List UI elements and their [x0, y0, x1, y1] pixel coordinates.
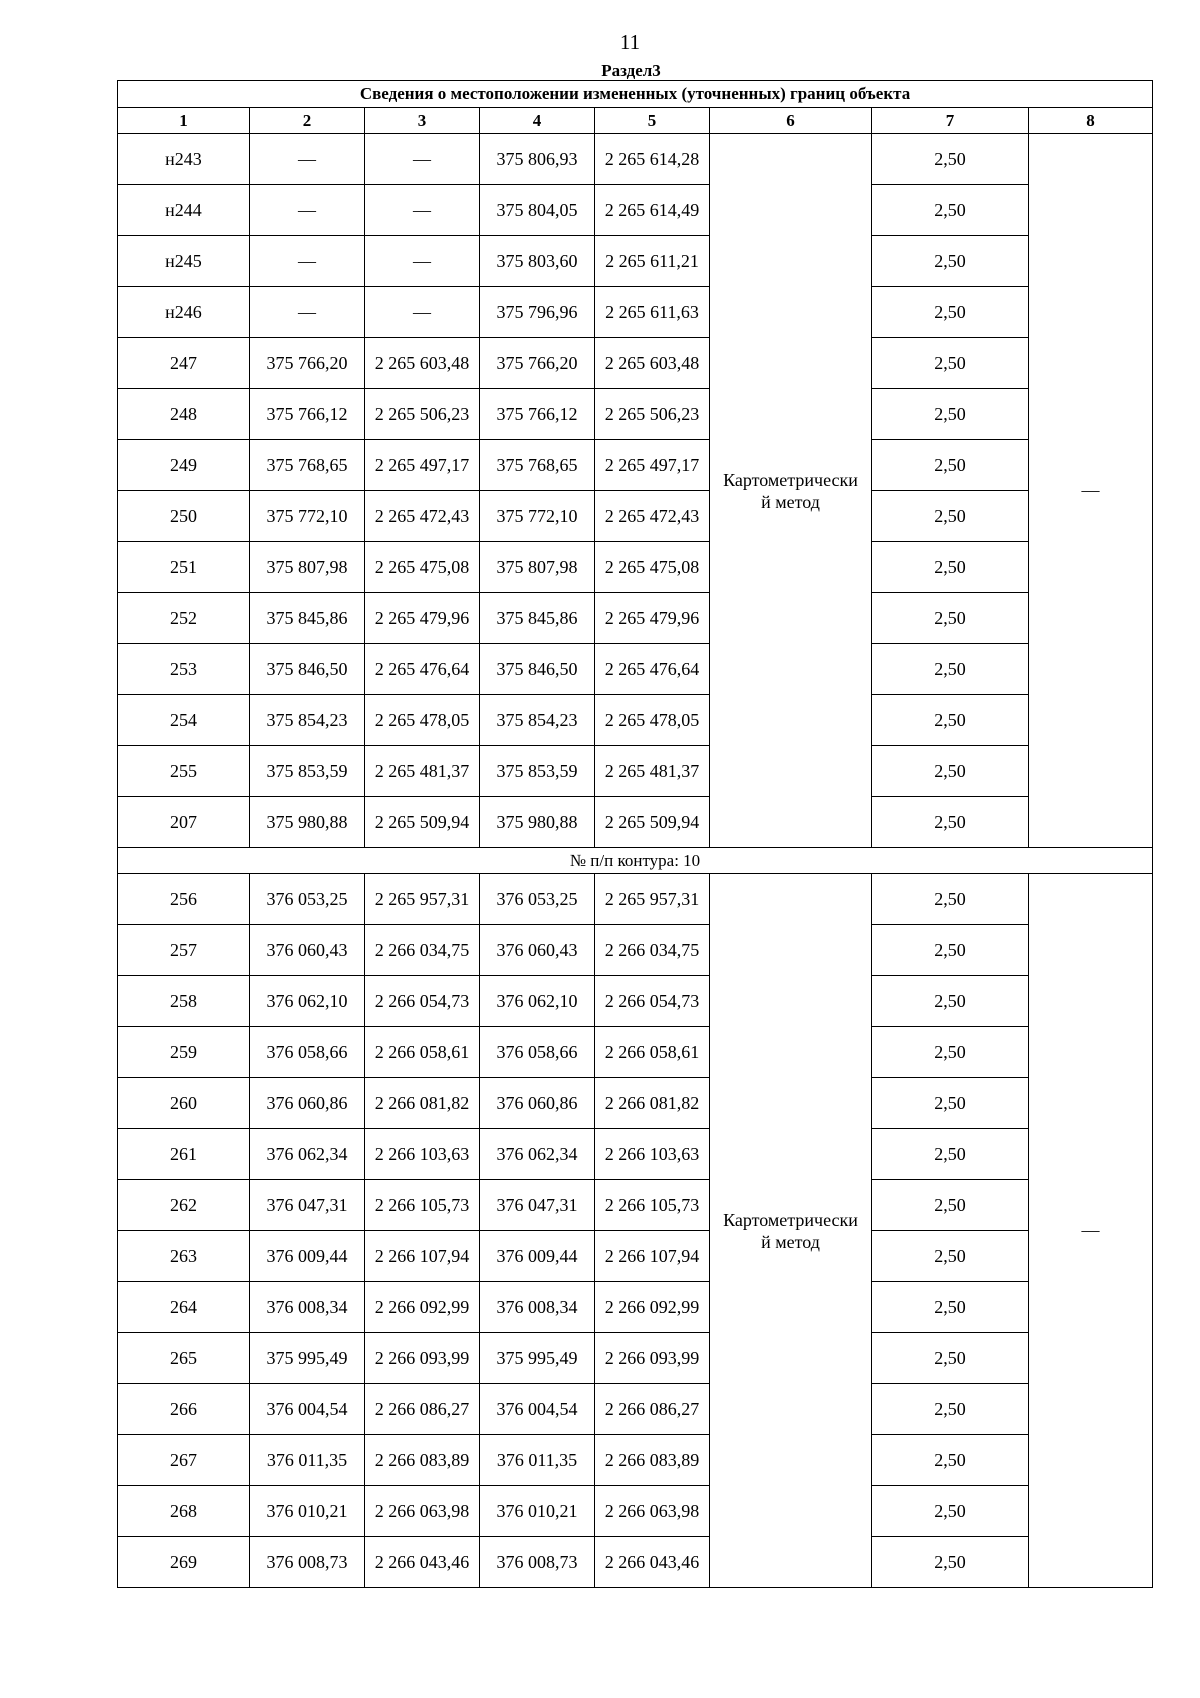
y-new-cell: 2 265 479,96	[595, 593, 710, 644]
x-new-cell: 376 008,34	[480, 1282, 595, 1333]
x-existing-cell: —	[250, 287, 365, 338]
y-existing-cell: 2 265 472,43	[365, 491, 480, 542]
table-row	[118, 338, 1153, 389]
precision-cell: 2,50	[872, 491, 1029, 542]
y-existing-cell: 2 266 092,99	[365, 1282, 480, 1333]
precision-cell: 2,50	[872, 695, 1029, 746]
x-existing-cell: 376 058,66	[250, 1027, 365, 1078]
table-row	[118, 593, 1153, 644]
table-row	[118, 1129, 1153, 1180]
column-number-5: 5	[595, 108, 710, 134]
y-new-cell: 2 266 107,94	[595, 1231, 710, 1282]
y-new-cell: 2 266 083,89	[595, 1435, 710, 1486]
point-id-cell: 254	[118, 695, 250, 746]
y-new-cell: 2 265 611,21	[595, 236, 710, 287]
x-new-cell: 376 008,73	[480, 1537, 595, 1588]
table-row	[118, 1384, 1153, 1435]
precision-cell: 2,50	[872, 542, 1029, 593]
y-existing-cell: 2 266 058,61	[365, 1027, 480, 1078]
y-new-cell: 2 266 093,99	[595, 1333, 710, 1384]
precision-cell: 2,50	[872, 185, 1029, 236]
x-existing-cell: 375 766,12	[250, 389, 365, 440]
x-existing-cell: 376 060,43	[250, 925, 365, 976]
y-new-cell: 2 265 476,64	[595, 644, 710, 695]
y-new-cell: 2 266 063,98	[595, 1486, 710, 1537]
table-row	[118, 797, 1153, 848]
column-number-6: 6	[710, 108, 872, 134]
point-id-cell: 250	[118, 491, 250, 542]
column-number-row	[118, 108, 1153, 134]
table-row	[118, 925, 1153, 976]
point-id-cell: 264	[118, 1282, 250, 1333]
y-existing-cell: 2 266 086,27	[365, 1384, 480, 1435]
column-number-8: 8	[1029, 108, 1153, 134]
x-new-cell: 375 980,88	[480, 797, 595, 848]
y-new-cell: 2 265 497,17	[595, 440, 710, 491]
x-existing-cell: —	[250, 134, 365, 185]
column-number-4: 4	[480, 108, 595, 134]
column-8-cell: —	[1029, 134, 1153, 848]
y-new-cell: 2 265 614,49	[595, 185, 710, 236]
y-new-cell: 2 266 086,27	[595, 1384, 710, 1435]
table-row	[118, 491, 1153, 542]
x-existing-cell: —	[250, 185, 365, 236]
table-row	[118, 695, 1153, 746]
point-id-cell: 256	[118, 874, 250, 925]
y-new-cell: 2 266 034,75	[595, 925, 710, 976]
table-caption: Сведения о местоположении измененных (уточненных) границ объекта	[118, 81, 1153, 108]
x-existing-cell: 376 010,21	[250, 1486, 365, 1537]
precision-cell: 2,50	[872, 644, 1029, 695]
table-row	[118, 542, 1153, 593]
precision-cell: 2,50	[872, 874, 1029, 925]
x-new-cell: 375 806,93	[480, 134, 595, 185]
precision-cell: 2,50	[872, 389, 1029, 440]
x-new-cell: 376 010,21	[480, 1486, 595, 1537]
point-id-cell: 251	[118, 542, 250, 593]
column-number-3: 3	[365, 108, 480, 134]
point-id-cell: 262	[118, 1180, 250, 1231]
point-id-cell: н246	[118, 287, 250, 338]
point-id-cell: н243	[118, 134, 250, 185]
table-row	[118, 287, 1153, 338]
table-row	[118, 134, 1153, 185]
table-body	[118, 134, 1153, 1588]
table-row	[118, 389, 1153, 440]
point-id-cell: 255	[118, 746, 250, 797]
y-existing-cell: 2 266 107,94	[365, 1231, 480, 1282]
precision-cell: 2,50	[872, 925, 1029, 976]
table-row	[118, 746, 1153, 797]
contour-row	[118, 848, 1153, 874]
table-row	[118, 236, 1153, 287]
x-new-cell: 376 053,25	[480, 874, 595, 925]
page-number: 11	[619, 30, 641, 54]
column-8-cell: —	[1029, 874, 1153, 1588]
x-new-cell: 376 062,34	[480, 1129, 595, 1180]
y-existing-cell: 2 265 497,17	[365, 440, 480, 491]
table-row	[118, 440, 1153, 491]
point-id-cell: 258	[118, 976, 250, 1027]
x-new-cell: 375 853,59	[480, 746, 595, 797]
y-existing-cell: 2 265 509,94	[365, 797, 480, 848]
precision-cell: 2,50	[872, 1282, 1029, 1333]
x-existing-cell: 376 004,54	[250, 1384, 365, 1435]
table-row	[118, 874, 1153, 925]
y-existing-cell: 2 265 481,37	[365, 746, 480, 797]
precision-cell: 2,50	[872, 287, 1029, 338]
y-existing-cell: 2 266 054,73	[365, 976, 480, 1027]
x-existing-cell: 376 011,35	[250, 1435, 365, 1486]
y-existing-cell: 2 266 105,73	[365, 1180, 480, 1231]
table-row	[118, 976, 1153, 1027]
y-new-cell: 2 266 043,46	[595, 1537, 710, 1588]
point-id-cell: 253	[118, 644, 250, 695]
x-new-cell: 375 803,60	[480, 236, 595, 287]
column-number-2: 2	[250, 108, 365, 134]
x-existing-cell: 376 062,10	[250, 976, 365, 1027]
precision-cell: 2,50	[872, 1180, 1029, 1231]
precision-cell: 2,50	[872, 1129, 1029, 1180]
precision-cell: 2,50	[872, 1537, 1029, 1588]
y-existing-cell: 2 265 478,05	[365, 695, 480, 746]
x-existing-cell: 376 060,86	[250, 1078, 365, 1129]
x-existing-cell: 375 845,86	[250, 593, 365, 644]
y-new-cell: 2 265 472,43	[595, 491, 710, 542]
point-id-cell: 269	[118, 1537, 250, 1588]
table-row	[118, 1231, 1153, 1282]
x-existing-cell: 375 772,10	[250, 491, 365, 542]
y-existing-cell: 2 266 034,75	[365, 925, 480, 976]
y-existing-cell: 2 265 957,31	[365, 874, 480, 925]
x-new-cell: 375 766,12	[480, 389, 595, 440]
x-new-cell: 376 011,35	[480, 1435, 595, 1486]
table-row	[118, 1027, 1153, 1078]
precision-cell: 2,50	[872, 338, 1029, 389]
x-new-cell: 375 772,10	[480, 491, 595, 542]
table-row	[118, 185, 1153, 236]
precision-cell: 2,50	[872, 1333, 1029, 1384]
y-new-cell: 2 265 611,63	[595, 287, 710, 338]
x-existing-cell: 376 053,25	[250, 874, 365, 925]
y-existing-cell: 2 266 063,98	[365, 1486, 480, 1537]
y-new-cell: 2 265 475,08	[595, 542, 710, 593]
x-existing-cell: 375 766,20	[250, 338, 365, 389]
x-existing-cell: 376 009,44	[250, 1231, 365, 1282]
point-id-cell: 263	[118, 1231, 250, 1282]
precision-cell: 2,50	[872, 236, 1029, 287]
x-existing-cell: 375 980,88	[250, 797, 365, 848]
x-new-cell: 375 807,98	[480, 542, 595, 593]
table-row	[118, 1282, 1153, 1333]
y-new-cell: 2 266 081,82	[595, 1078, 710, 1129]
table-row	[118, 1180, 1153, 1231]
y-existing-cell: 2 265 603,48	[365, 338, 480, 389]
y-existing-cell: 2 266 103,63	[365, 1129, 480, 1180]
point-id-cell: 259	[118, 1027, 250, 1078]
precision-cell: 2,50	[872, 797, 1029, 848]
point-id-cell: 257	[118, 925, 250, 976]
y-existing-cell: —	[365, 185, 480, 236]
boundary-coordinates-table	[117, 80, 1153, 1588]
table-row	[118, 644, 1153, 695]
y-existing-cell: 2 266 081,82	[365, 1078, 480, 1129]
precision-cell: 2,50	[872, 1027, 1029, 1078]
y-existing-cell: —	[365, 236, 480, 287]
x-existing-cell: 375 853,59	[250, 746, 365, 797]
precision-cell: 2,50	[872, 746, 1029, 797]
precision-cell: 2,50	[872, 1384, 1029, 1435]
point-id-cell: 266	[118, 1384, 250, 1435]
table-row	[118, 1078, 1153, 1129]
y-existing-cell: 2 265 506,23	[365, 389, 480, 440]
x-existing-cell: 376 062,34	[250, 1129, 365, 1180]
point-id-cell: 265	[118, 1333, 250, 1384]
point-id-cell: н245	[118, 236, 250, 287]
point-id-cell: 260	[118, 1078, 250, 1129]
precision-cell: 2,50	[872, 1231, 1029, 1282]
x-new-cell: 376 060,86	[480, 1078, 595, 1129]
point-id-cell: 247	[118, 338, 250, 389]
y-new-cell: 2 265 478,05	[595, 695, 710, 746]
x-new-cell: 375 766,20	[480, 338, 595, 389]
precision-cell: 2,50	[872, 593, 1029, 644]
x-new-cell: 375 796,96	[480, 287, 595, 338]
y-existing-cell: 2 265 476,64	[365, 644, 480, 695]
y-new-cell: 2 266 054,73	[595, 976, 710, 1027]
y-existing-cell: 2 266 093,99	[365, 1333, 480, 1384]
section-title: Раздел3	[601, 61, 661, 80]
x-new-cell: 376 058,66	[480, 1027, 595, 1078]
x-new-cell: 376 062,10	[480, 976, 595, 1027]
x-existing-cell: 375 807,98	[250, 542, 365, 593]
y-existing-cell: 2 265 479,96	[365, 593, 480, 644]
x-new-cell: 375 845,86	[480, 593, 595, 644]
y-new-cell: 2 265 957,31	[595, 874, 710, 925]
y-new-cell: 2 266 058,61	[595, 1027, 710, 1078]
point-id-cell: н244	[118, 185, 250, 236]
column-number-1: 1	[118, 108, 250, 134]
y-existing-cell: 2 266 043,46	[365, 1537, 480, 1588]
x-new-cell: 375 804,05	[480, 185, 595, 236]
x-new-cell: 376 060,43	[480, 925, 595, 976]
x-existing-cell: 375 995,49	[250, 1333, 365, 1384]
precision-cell: 2,50	[872, 1486, 1029, 1537]
y-existing-cell: 2 266 083,89	[365, 1435, 480, 1486]
y-new-cell: 2 266 103,63	[595, 1129, 710, 1180]
x-new-cell: 376 047,31	[480, 1180, 595, 1231]
x-existing-cell: 376 008,34	[250, 1282, 365, 1333]
precision-cell: 2,50	[872, 134, 1029, 185]
x-existing-cell: —	[250, 236, 365, 287]
table-row	[118, 1537, 1153, 1588]
y-new-cell: 2 265 481,37	[595, 746, 710, 797]
table-row	[118, 1333, 1153, 1384]
precision-cell: 2,50	[872, 440, 1029, 491]
x-new-cell: 375 768,65	[480, 440, 595, 491]
point-id-cell: 249	[118, 440, 250, 491]
x-new-cell: 376 004,54	[480, 1384, 595, 1435]
x-existing-cell: 375 768,65	[250, 440, 365, 491]
point-id-cell: 267	[118, 1435, 250, 1486]
x-new-cell: 375 846,50	[480, 644, 595, 695]
point-id-cell: 248	[118, 389, 250, 440]
y-new-cell: 2 265 509,94	[595, 797, 710, 848]
x-existing-cell: 375 854,23	[250, 695, 365, 746]
point-id-cell: 261	[118, 1129, 250, 1180]
contour-label: № п/п контура: 10	[118, 848, 1153, 874]
y-existing-cell: —	[365, 134, 480, 185]
column-number-7: 7	[872, 108, 1029, 134]
y-new-cell: 2 266 105,73	[595, 1180, 710, 1231]
precision-cell: 2,50	[872, 1435, 1029, 1486]
table-row	[118, 1435, 1153, 1486]
precision-cell: 2,50	[872, 1078, 1029, 1129]
y-new-cell: 2 265 603,48	[595, 338, 710, 389]
x-existing-cell: 375 846,50	[250, 644, 365, 695]
method-cell: Картометрически й метод	[710, 134, 872, 848]
table-row	[118, 1486, 1153, 1537]
point-id-cell: 268	[118, 1486, 250, 1537]
point-id-cell: 207	[118, 797, 250, 848]
y-new-cell: 2 266 092,99	[595, 1282, 710, 1333]
x-new-cell: 376 009,44	[480, 1231, 595, 1282]
x-new-cell: 375 995,49	[480, 1333, 595, 1384]
x-new-cell: 375 854,23	[480, 695, 595, 746]
x-existing-cell: 376 008,73	[250, 1537, 365, 1588]
precision-cell: 2,50	[872, 976, 1029, 1027]
point-id-cell: 252	[118, 593, 250, 644]
method-cell: Картометрически й метод	[710, 874, 872, 1588]
x-existing-cell: 376 047,31	[250, 1180, 365, 1231]
y-new-cell: 2 265 614,28	[595, 134, 710, 185]
y-new-cell: 2 265 506,23	[595, 389, 710, 440]
y-existing-cell: 2 265 475,08	[365, 542, 480, 593]
y-existing-cell: —	[365, 287, 480, 338]
